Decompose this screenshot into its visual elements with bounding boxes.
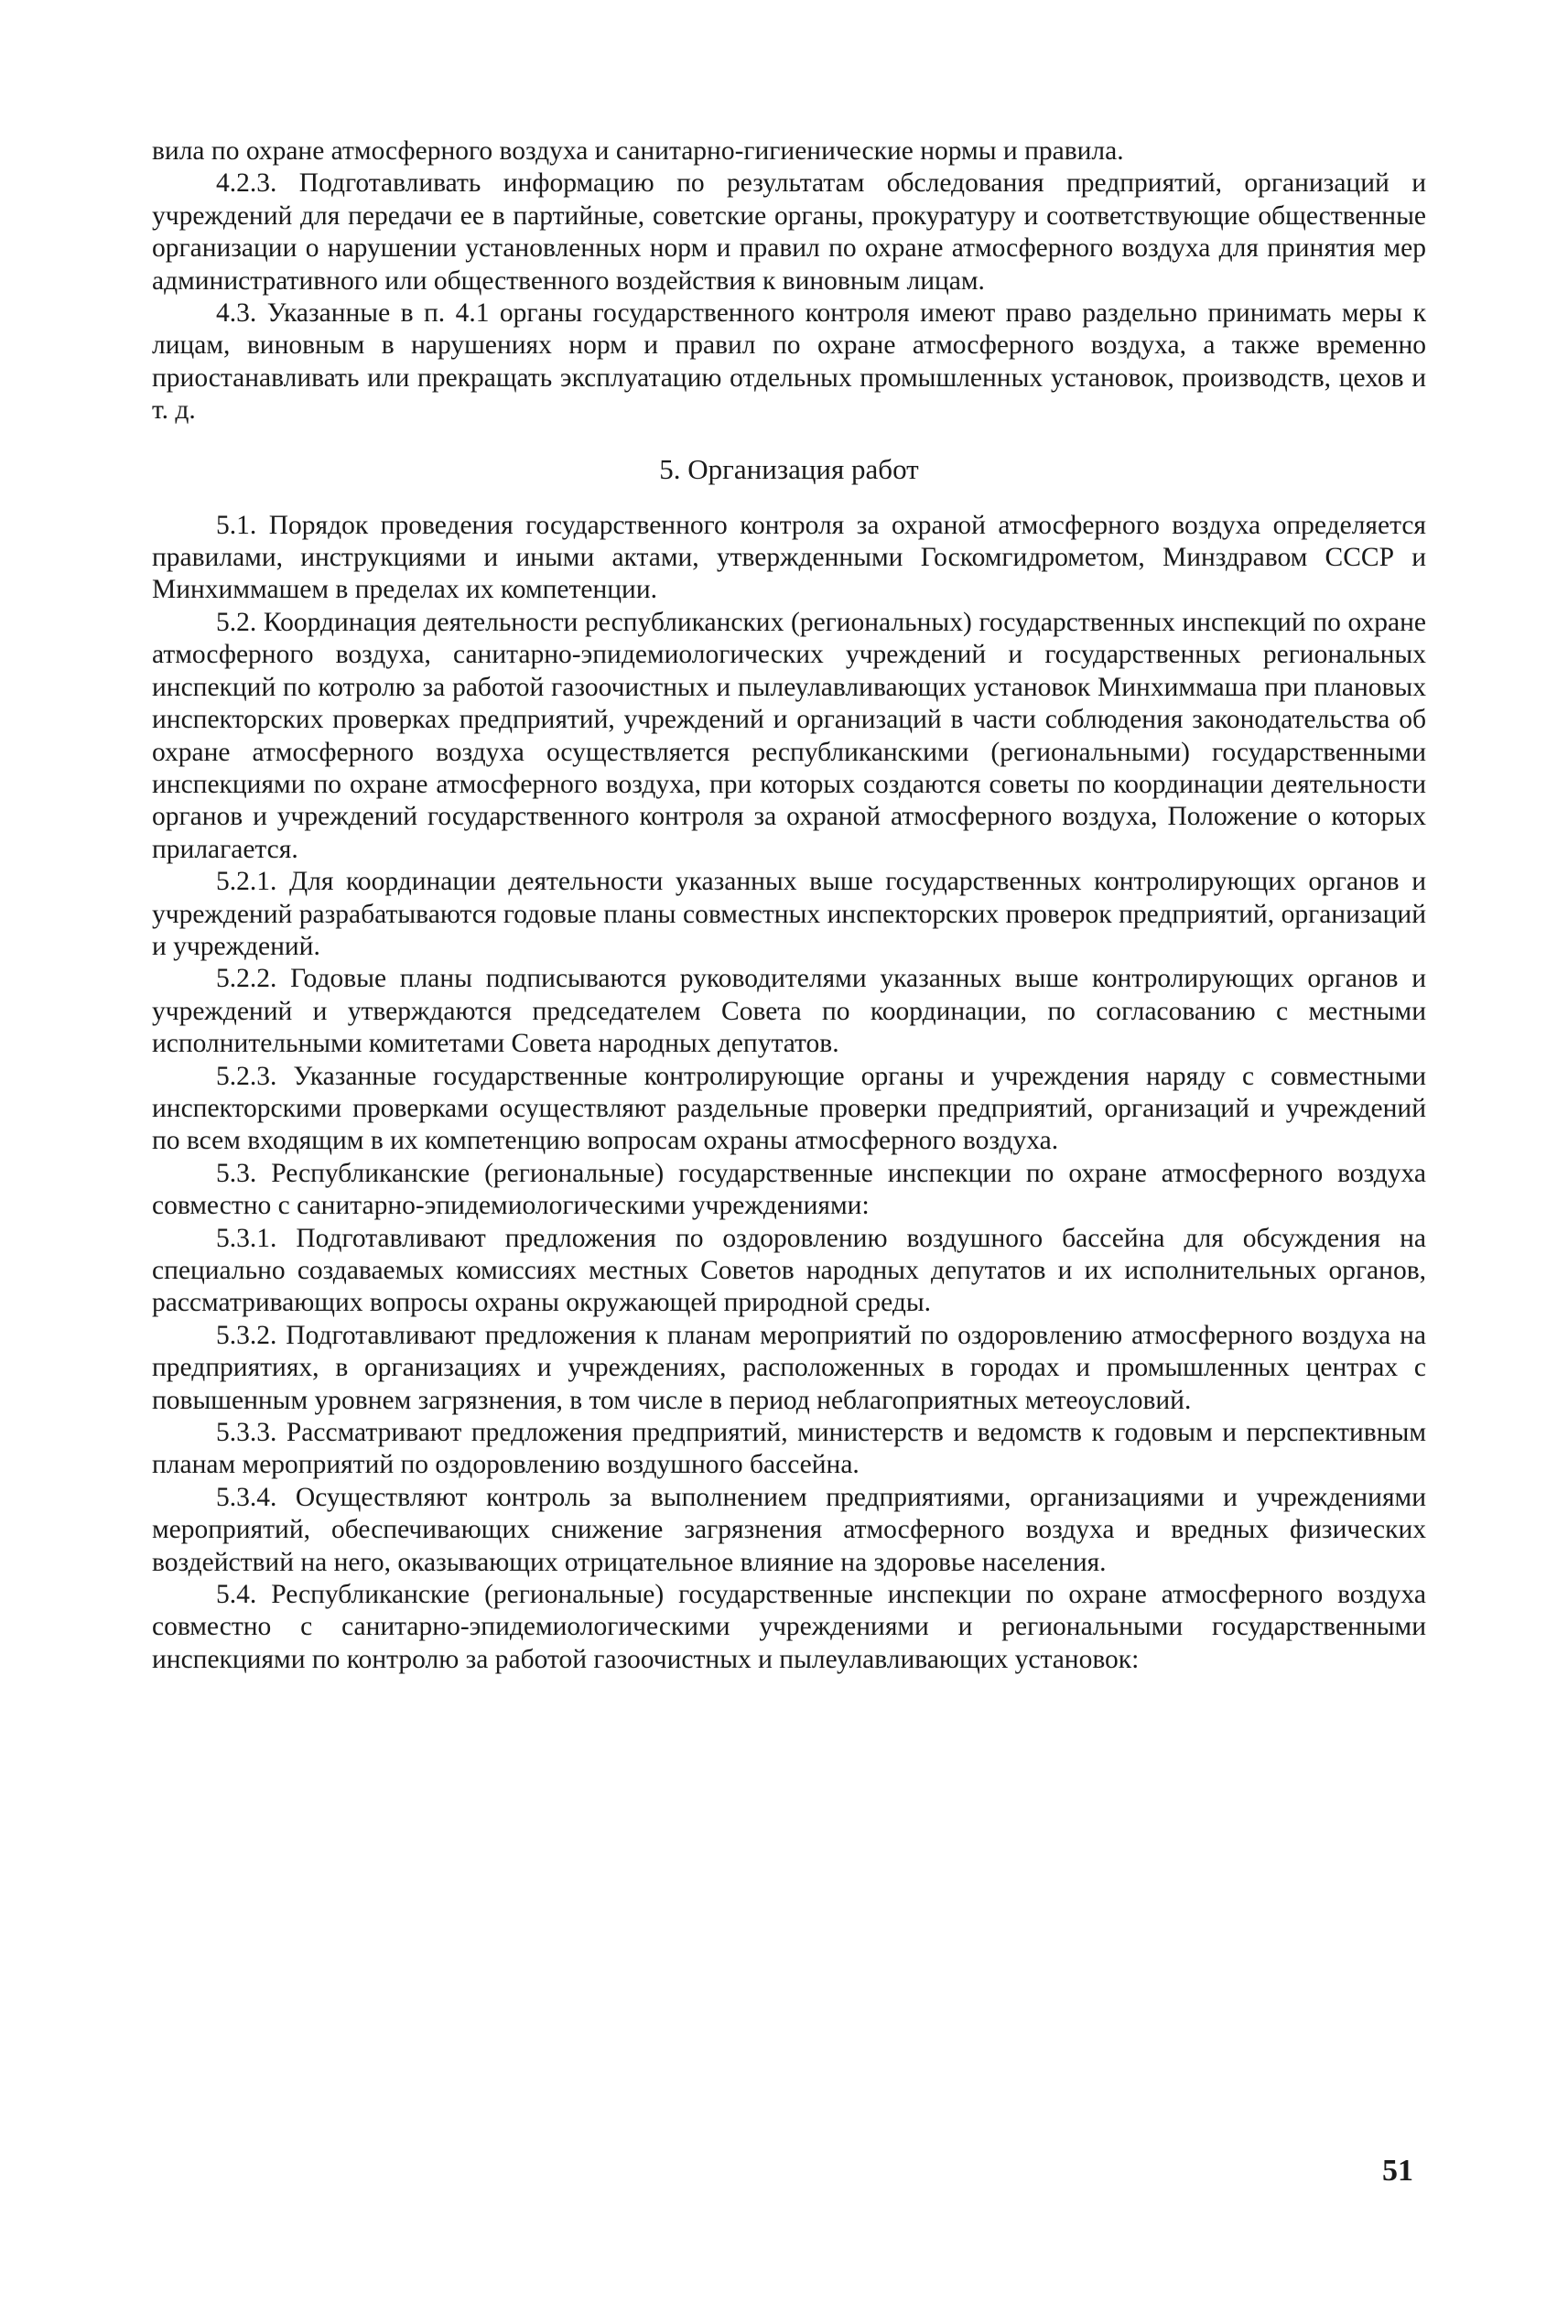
paragraph-5-2: 5.2. Координация деятельности республиканских (региональных) государственных инспекций по охране атмосферного воздуха, санитарно-эпидемиологических учреждений и государственных региональных инспекций по котролю за работой газоочистных и пылеулавливающих установок Минхиммаша при плановых инспекторских проверках предприятий, учреждений и организаций в части соблюдения законодательства об охране атмосферного воздуха осуществляется республиканскими (региональными) государственными инспекциями по охране атмосферного воздуха, при которых создаются советы по координации деятельности органов и учреждений государственного контроля за охраной атмосферного воздуха, Положение о которых прилагается.: [152, 607, 1426, 864]
paragraph-5-3-4: 5.3.4. Осуществляют контроль за выполнением предприятиями, организациями и учреждениями мероприятий, обеспечивающих снижение загрязнения атмосферного воздуха и вредных физических воздействий на него, оказывающих отрицательное влияние на здоровье населения.: [152, 1482, 1426, 1577]
document-page: [152, 135, 1426, 1676]
page-number: 51: [1382, 2154, 1413, 2188]
paragraph-4-2-3: 4.2.3. Подготавливать информацию по результатам обследования предприятий, организаций и учреждений для передачи ее в партийные, советские органы, прокуратуру и соответствующие общественные организации о нарушении установленных норм и правил по охране атмосферного воздуха для принятия мер административного или общественного воздействия к виновным лицам.: [152, 168, 1426, 296]
paragraph-5-2-1: 5.2.1. Для координации деятельности указанных выше государственных контролирующих органов и учреждений разрабатываются годовые планы совместных инспекторских проверок предприятий, организаций и учреждений.: [152, 867, 1426, 961]
paragraph-5-1: 5.1. Порядок проведения государственного контроля за охраной атмосферного воздуха определяется правилами, инструкциями и иными актами, утвержденными Госкомгидрометом, Минздравом СССР и Минхиммашем в пределах их компетенции.: [152, 510, 1426, 605]
paragraph-5-3: 5.3. Республиканские (региональные) государственные инспекции по охране атмосферного воздуха совместно с санитарно-эпидемиологическими учреждениями:: [152, 1158, 1426, 1221]
paragraph-5-4: 5.4. Республиканские (региональные) государственные инспекции по охране атмосферного воздуха совместно с санитарно-эпидемиологическими учреждениями и региональными государственными инспекциями по контролю за работой газоочистных и пылеулавливающих установок:: [152, 1580, 1426, 1674]
paragraph-continuation: вила по охране атмосферного воздуха и санитарно-гигиенические нормы и правила.: [152, 136, 1124, 166]
paragraph-5-3-2: 5.3.2. Подготавливают предложения к планам мероприятий по оздоровлению атмосферного воздуха на предприятиях, в организациях и учреждениях, расположенных в городах и промышленных центрах с повышенным уровнем загрязнения, в том числе в период неблагоприятных метеоусловий.: [152, 1320, 1426, 1415]
paragraph-4-3: 4.3. Указанные в п. 4.1 органы государственного контроля имеют право раздельно принимать меры к лицам, виновным в нарушениях норм и правил по охране атмосферного воздуха, а также временно приостанавливать или прекращать эксплуатацию отдельных промышленных установок, производств, цехов и т. д.: [152, 298, 1426, 426]
section-heading: 5. Организация работ: [659, 452, 919, 485]
paragraph-5-2-3: 5.2.3. Указанные государственные контролирующие органы и учреждения наряду с совместными инспекторскими проверками осуществляют раздельные проверки предприятий, организаций и учреждений по всем входящим в их компетенцию вопросам охраны атмосферного воздуха.: [152, 1061, 1426, 1156]
paragraph-5-3-3: 5.3.3. Рассматривают предложения предприятий, министерств и ведомств к годовым и перспективным планам мероприятий по оздоровлению воздушного бассейна.: [152, 1418, 1426, 1480]
paragraph-5-3-1: 5.3.1. Подготавливают предложения по оздоровлению воздушного бассейна для обсуждения на специально создаваемых комиссиях местных Советов народных депутатов и их исполнительных органов, рассматривающих вопросы охраны окружающей природной среды.: [152, 1223, 1426, 1318]
paragraph-5-2-2: 5.2.2. Годовые планы подписываются руководителями указанных выше контролирующих органов и учреждений и утверждаются председателем Совета по координации, по согласованию с местными исполнительными комитетами Совета народных депутатов.: [152, 964, 1426, 1059]
